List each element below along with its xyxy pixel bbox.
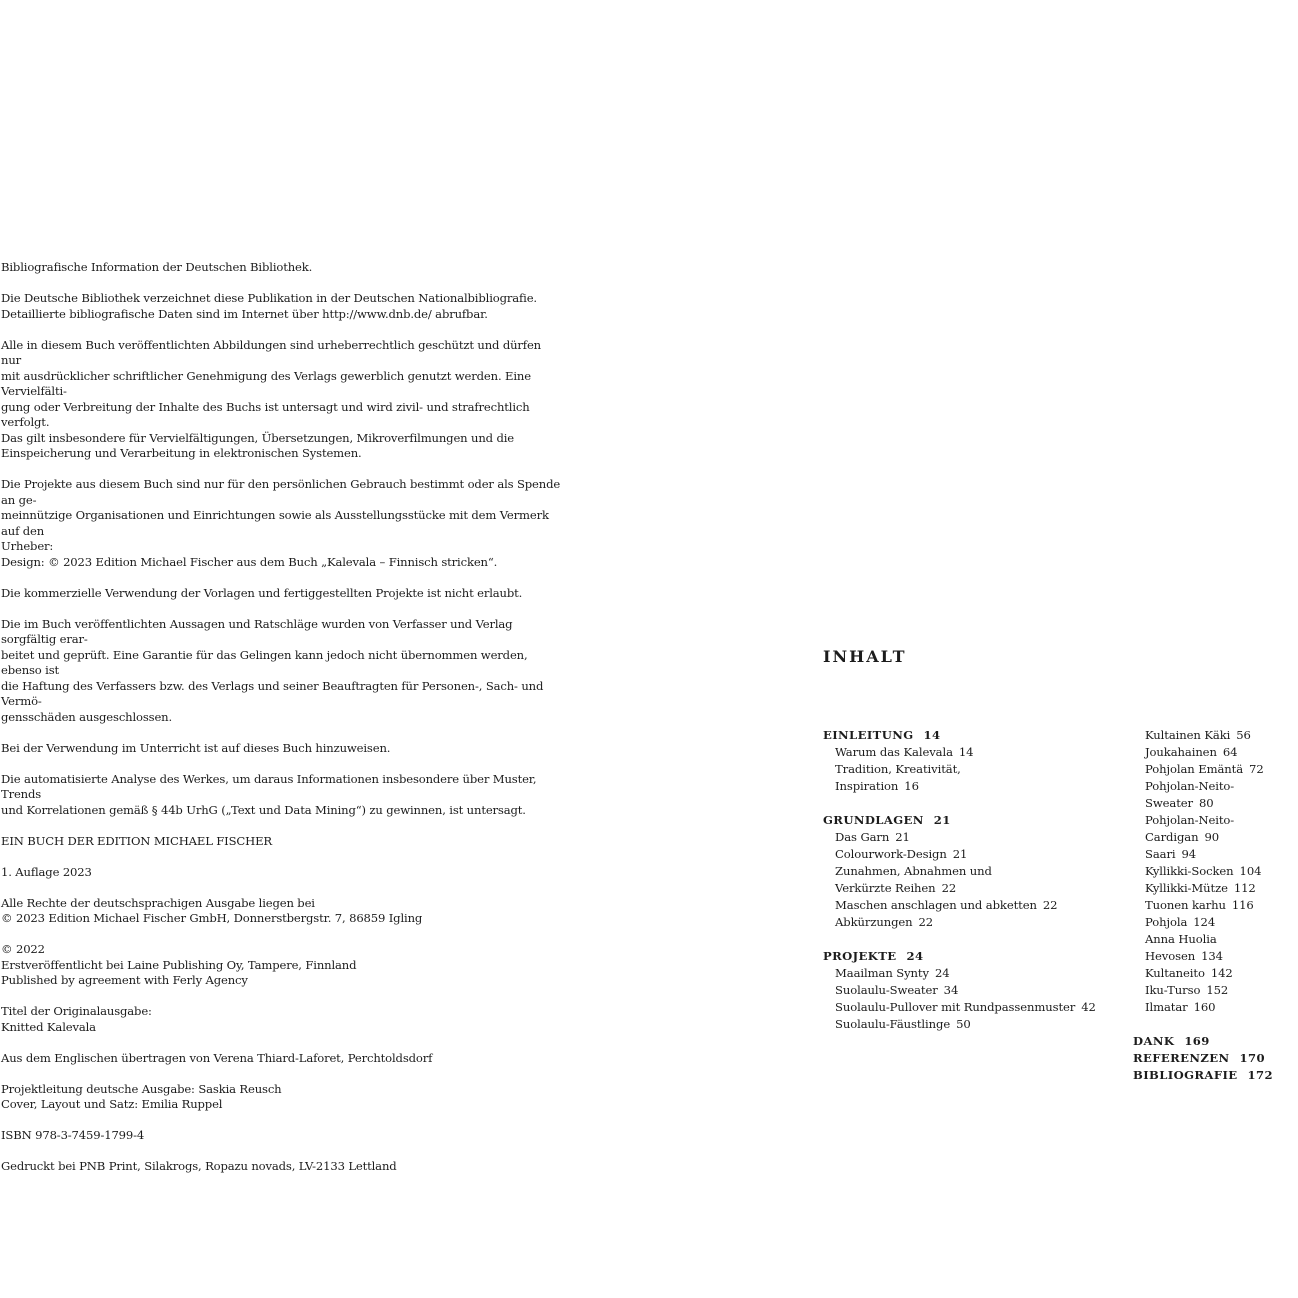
toc-page-number: 169 [1184,1034,1210,1048]
toc-title: INHALT [823,647,907,666]
imprint-paragraph: Die kommerzielle Verwendung der Vorlagen und fertiggestellten Projekte ist nicht erlaubt. [1,585,523,600]
imprint-paragraph: Projektleitung deutsche Ausgabe: Saskia Reusch Cover, Layout und Satz: Emilia Ruppel [1,1081,282,1111]
toc-entry-title: Zunahmen, Abnahmen und Verkürzte Reihen [835,864,992,895]
toc-entry-title: Iku-Turso [1145,983,1201,997]
toc-heading-title: DANK [1133,1034,1175,1048]
toc-entry-title: Saari [1145,847,1176,861]
imprint-paragraph: 1. Auflage 2023 [1,864,92,879]
toc-entry [1133,914,1298,931]
toc-page-number: 90 [1204,830,1220,844]
toc-page-number: 56 [1236,728,1251,742]
toc-heading-title: PROJEKTE [823,949,897,963]
toc-entry-title: Tradition, Kreativität, Inspiration [835,762,961,793]
toc-entry [823,982,1123,999]
imprint-paragraph: Titel der Originalausgabe: Knitted Kalevala [1,1004,152,1034]
toc-page-number: 21 [933,813,951,827]
toc-column-right [1133,727,1298,1101]
toc-page-number: 21 [895,830,910,844]
toc-heading-title: REFERENZEN [1133,1051,1230,1065]
toc-heading-title: EINLEITUNG [823,728,914,742]
toc-entry-title: Colourwork-Design [835,847,947,861]
toc-entry [1133,744,1298,761]
toc-entry-title: Ilmatar [1145,1000,1188,1014]
toc-entry [1133,982,1298,999]
imprint-paragraph: © 2022 Erstveröffentlicht bei Laine Publishing Oy, Tampere, Finnland Published by agreement with Ferly Agency [1,942,357,987]
toc-section-projekte-continued [1133,727,1298,1016]
toc-page-number: 42 [1081,1000,1096,1014]
toc-entry-title: Pohjolan-Neito-Sweater [1145,779,1235,810]
toc-entry [1133,812,1298,846]
toc-entry-title: Pohjolan Emäntä [1145,762,1244,776]
toc-back-matter [1133,1033,1298,1084]
toc-page-number: 50 [956,1017,971,1031]
toc-page-number: 24 [906,949,924,963]
toc-entry-title: Kultaneito [1145,966,1205,980]
toc-entry [823,846,1123,863]
toc-page-number: 104 [1239,864,1262,878]
toc-page-number: 152 [1206,983,1229,997]
toc-entry [1133,846,1298,863]
toc-entry [823,999,1123,1016]
imprint-paragraph: Alle Rechte der deutschsprachigen Ausgabe liegen bei © 2023 Edition Michael Fischer GmbH, Donnerstbergstr. 7, 86859 Igling [1,895,423,925]
toc-page-number: 172 [1247,1068,1273,1082]
toc-entry-title: Tuonen karhu [1145,898,1226,912]
toc-page-number: 16 [904,779,919,793]
toc-page-number: 14 [923,728,941,742]
toc-section-heading [1133,1067,1298,1084]
toc-section-heading [823,948,1123,965]
toc-entry [1133,880,1298,897]
toc-page-number: 64 [1222,745,1238,759]
toc-entry-title: Pohjola [1145,915,1188,929]
toc-page-number: 170 [1239,1051,1265,1065]
toc-entry-title: Kyllikki-Socken [1145,864,1234,878]
toc-entry [823,1016,1123,1033]
toc-page-number: 160 [1193,1000,1216,1014]
toc-entry-title: Warum das Kalevala [835,745,953,759]
toc-page-number: 116 [1231,898,1254,912]
toc-page-number: 22 [1042,898,1058,912]
toc-section-heading [823,812,1123,829]
toc-entry-title: Suolaulu-Fäustlinge [835,1017,951,1031]
toc-entry-title: Abkürzungen [835,915,913,929]
toc-entry-title: Suolaulu-Sweater [835,983,938,997]
toc-entry-title: Kyllikki-Mütze [1145,881,1228,895]
toc-entry [1133,897,1298,914]
toc-entry [1133,778,1298,812]
toc-entry-title: Maschen anschlagen und abketten [835,898,1037,912]
toc-page-number: 134 [1201,949,1223,963]
toc-page-number: 142 [1210,966,1233,980]
toc-page-number: 14 [958,745,974,759]
toc-entry [1133,863,1298,880]
toc-entry-title: Joukahainen [1145,745,1217,759]
toc-section-heading [1133,1050,1298,1067]
imprint-paragraph: Aus dem Englischen übertragen von Verena Thiard-Laforet, Perchtoldsdorf [1,1050,433,1065]
toc-page-number: 80 [1199,796,1214,810]
toc-entry [823,829,1123,846]
toc-page-number: 21 [952,847,968,861]
imprint-page [1,260,561,1190]
imprint-paragraph: Die Projekte aus diesem Buch sind nur für den persönlichen Gebrauch bestimmt oder als Spende an ge- meinnützige Organisationen und Einrichtungen sowie als Ausstellungsstücke mit dem Vermerk auf den Urheber: Design: © 2023 Edition Michael Fischer aus dem Buch „Kalevala – Finnisch stricken“. [1,477,561,569]
toc-page-number: 94 [1181,847,1197,861]
toc-entry-title: Pohjolan-Neito-Cardigan [1145,813,1235,844]
toc-entry [1133,931,1298,965]
toc-section-projekte [823,948,1123,1033]
toc-page-number: 34 [943,983,959,997]
toc-entry [1133,727,1298,744]
imprint-paragraph: Die automatisierte Analyse des Werkes, um daraus Informationen insbesondere über Muster, Trends und Korrelationen gemäß § 44b UrhG („Text und Data Mining“) zu gewinnen, ist untersagt. [1,771,537,817]
imprint-paragraph: Bei der Verwendung im Unterricht ist auf dieses Buch hinzuweisen. [1,740,391,755]
toc-section-heading [1133,1033,1298,1050]
toc-entry [823,863,1123,897]
toc-entry [1133,965,1298,982]
toc-heading-title: GRUNDLAGEN [823,813,924,827]
toc-entry [823,744,1123,761]
toc-section-heading [823,727,1123,744]
toc-entry-title: Kultainen Käki [1145,728,1231,742]
toc-page-number: 24 [934,966,950,980]
imprint-paragraph: EIN BUCH DER EDITION MICHAEL FISCHER [1,833,272,848]
imprint-paragraph: Bibliografische Information der Deutschen Bibliothek. [1,260,313,274]
toc-entry [823,761,1123,795]
toc-page-number: 124 [1193,915,1216,929]
imprint-paragraph: Die Deutsche Bibliothek verzeichnet diese Publikation in der Deutschen Nationalbibliografie. Detaillierte bibliografische Daten sind im Internet über http://www.dnb.de/ abrufbar. [1,291,537,321]
toc-entry [1133,761,1298,778]
toc-entry [1133,999,1298,1016]
toc-page-number: 22 [918,915,934,929]
toc-entry-title: Das Garn [835,830,890,844]
toc-entry [823,965,1123,982]
imprint-paragraph: ISBN 978-3-7459-1799-4 [1,1128,145,1142]
toc-page-number: 112 [1233,881,1256,895]
toc-entry-title: Maailman Synty [835,966,929,980]
toc-page-number: 72 [1249,762,1264,776]
toc-section-grundlagen [823,812,1123,931]
toc-entry [823,914,1123,931]
toc-entry-title: Suolaulu-Pullover mit Rundpassenmuster [835,1000,1076,1014]
toc-heading-title: BIBLIOGRAFIE [1133,1068,1238,1082]
toc-entry-title: Anna Huolia Hevosen [1145,932,1217,963]
imprint-paragraph: Die im Buch veröffentlichten Aussagen und Ratschläge wurden von Verfasser und Verlag sorgfältig erar- beitet und geprüft. Eine Garantie für das Gelingen kann jedoch nicht übernommen werden, ebenso ist die Haftung des Verfassers bzw. des Verlags und seiner Beauftragten für Personen-, Sach- und Vermö- gensschäden ausgeschlossen. [1,616,544,724]
toc-column-left [823,727,1123,1050]
imprint-paragraph: Gedruckt bei PNB Print, Silakrogs, Ropazu novads, LV-2133 Lettland [1,1159,397,1173]
toc-page-number: 22 [941,881,957,895]
imprint-paragraph: Alle in diesem Buch veröffentlichten Abbildungen sind urheberrechtlich geschützt und dürfen nur mit ausdrücklicher schriftlicher Genehmigung des Verlags gewerblich genutzt werden. Eine Vervielfälti- gung oder Verbreitung der Inhalte des Buchs ist untersagt und wird zivil- und strafrechtlich verfolgt. Das gilt insbesondere für Vervielfältigungen, Übersetzungen, Mikroverfilmungen und die Einspeicherung und Verarbeitung in elektronischen Systemen. [1,337,541,460]
toc-section-einleitung [823,727,1123,795]
toc-entry [823,897,1123,914]
